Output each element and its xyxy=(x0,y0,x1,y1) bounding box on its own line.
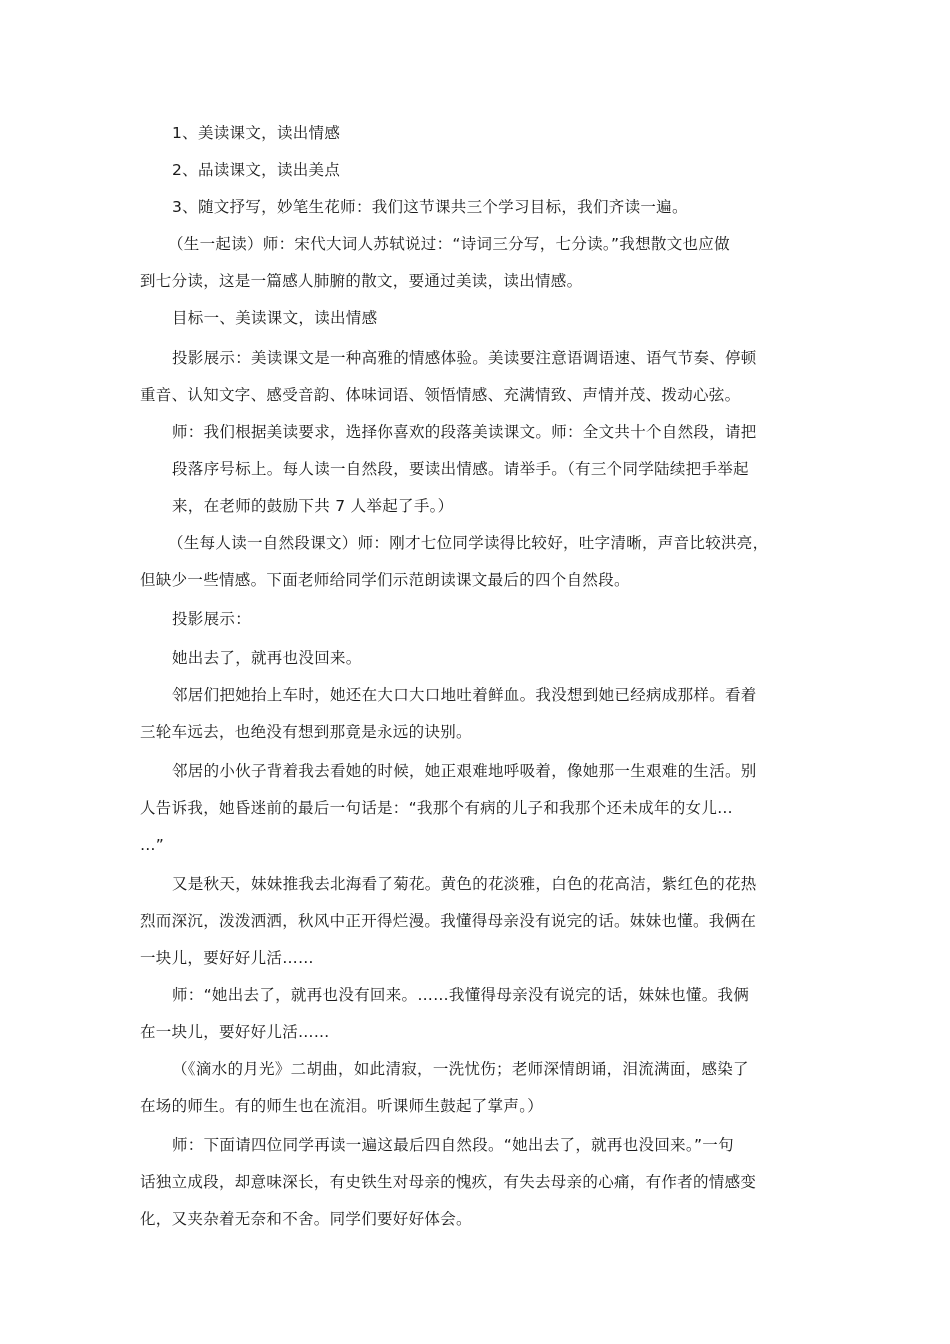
paragraph-line: 投影展示： xyxy=(172,610,252,628)
paragraph-line: 2、品读课文，读出美点 xyxy=(172,161,341,179)
paragraph-line: 来，在老师的鼓励下共 7 人举起了手。） xyxy=(172,497,454,515)
paragraph-line: 在场的师生。有的师生也在流泪。听课师生鼓起了掌声。） xyxy=(140,1097,544,1115)
paragraph-line: 段落序号标上。每人读一自然段，要读出情感。请举手。（有三个同学陆续把手举起 xyxy=(172,460,749,478)
paragraph-objective-one xyxy=(140,300,820,337)
paragraph-line: 师：下面请四位同学再读一遍这最后四自然段。“她出去了，就再也没回来。”一句 xyxy=(172,1136,734,1154)
paragraph-line: 师：我们根据美读要求，选择你喜欢的段落美读课文。师：全文共十个自然段，请把 xyxy=(172,423,757,441)
paragraph-projection-1 xyxy=(140,340,820,414)
paragraph-teacher-quote xyxy=(140,977,820,1051)
paragraph-line: 邻居们把她抬上车时，她还在大口大口地吐着鲜血。我没想到她已经病成那样。看着 xyxy=(172,686,757,704)
paragraph-line: 3、随文抒写，妙笔生花师：我们这节课共三个学习目标，我们齐读一遍。 xyxy=(172,198,688,216)
paragraph-line: 邻居的小伙子背着我去看她的时候，她正艰难地呼吸着，像她那一生艰难的生活。别 xyxy=(172,762,757,780)
paragraph-line: （《滴水的月光》二胡曲，如此清寂，一洗忧伤；老师深情朗诵，泪流满面，感染了 xyxy=(172,1060,749,1078)
paragraph-line: 到七分读，这是一篇感人肺腑的散文，要通过美读，读出情感。 xyxy=(140,272,583,290)
paragraph-line: 目标一、美读课文，读出情感 xyxy=(172,309,378,327)
paragraph-goal-3 xyxy=(140,189,820,226)
paragraph-music-note xyxy=(140,1051,820,1125)
paragraph-line: 化，又夹杂着无奈和不舍。同学们要好好体会。 xyxy=(140,1210,472,1228)
paragraph-line: 一块儿，要好好儿活…… xyxy=(140,949,314,967)
paragraph-line: （生一起读）师：宋代大词人苏轼说过：“诗词三分写，七分读。”我想散文也应做 xyxy=(168,235,730,253)
paragraph-line: 她出去了，就再也没回来。 xyxy=(172,649,362,667)
paragraph-line: 人告诉我，她昏迷前的最后一句话是：“我那个有病的儿子和我那个还未成年的女儿… xyxy=(140,799,733,817)
paragraph-teacher-su-shi xyxy=(140,226,820,300)
paragraph-line: 三轮车远去，也绝没有想到那竟是永远的诀别。 xyxy=(140,723,472,741)
paragraph-line: 在一块儿，要好好儿活…… xyxy=(140,1023,330,1041)
paragraph-teacher-final xyxy=(140,1127,820,1238)
paragraph-text-3 xyxy=(140,753,820,864)
paragraph-line: （生每人读一自然段课文）师：刚才七位同学读得比较好，吐字清晰，声音比较洪亮， xyxy=(168,534,769,552)
paragraph-line: 投影展示：美读课文是一种高雅的情感体验。美读要注意语调语速、语气节奏、停顿 xyxy=(172,349,757,367)
paragraph-line: 话独立成段，却意味深长，有史铁生对母亲的愧疚，有失去母亲的心痛，有作者的情感变 xyxy=(140,1173,757,1191)
paragraph-projection-2 xyxy=(140,601,820,638)
paragraph-line: 烈而深沉，泼泼洒洒，秋风中正开得烂漫。我懂得母亲没有说完的话。妹妹也懂。我俩在 xyxy=(140,912,757,930)
paragraph-text-4 xyxy=(140,866,820,977)
paragraph-line: 重音、认知文字、感受音韵、体味词语、领悟情感、充满情致、声情并茂、拨动心弦。 xyxy=(140,386,741,404)
paragraph-line: 又是秋天，妹妹推我去北海看了菊花。黄色的花淡雅，白色的花高洁，紫红色的花热 xyxy=(172,875,757,893)
paragraph-goal-2 xyxy=(140,152,820,189)
paragraph-line: 1、美读课文，读出情感 xyxy=(172,124,341,142)
paragraph-line: 但缺少一些情感。下面老师给同学们示范朗读课文最后的四个自然段。 xyxy=(140,571,630,589)
paragraph-students-read xyxy=(140,525,820,599)
paragraph-line: 师：“她出去了，就再也没有回来。……我懂得母亲没有说完的话，妹妹也懂。我俩 xyxy=(172,986,750,1004)
paragraph-goal-1 xyxy=(140,115,820,152)
paragraph-line: …” xyxy=(140,836,165,854)
paragraph-text-1 xyxy=(140,640,820,677)
paragraph-text-2 xyxy=(140,677,820,751)
paragraph-teacher-choose xyxy=(140,414,820,525)
